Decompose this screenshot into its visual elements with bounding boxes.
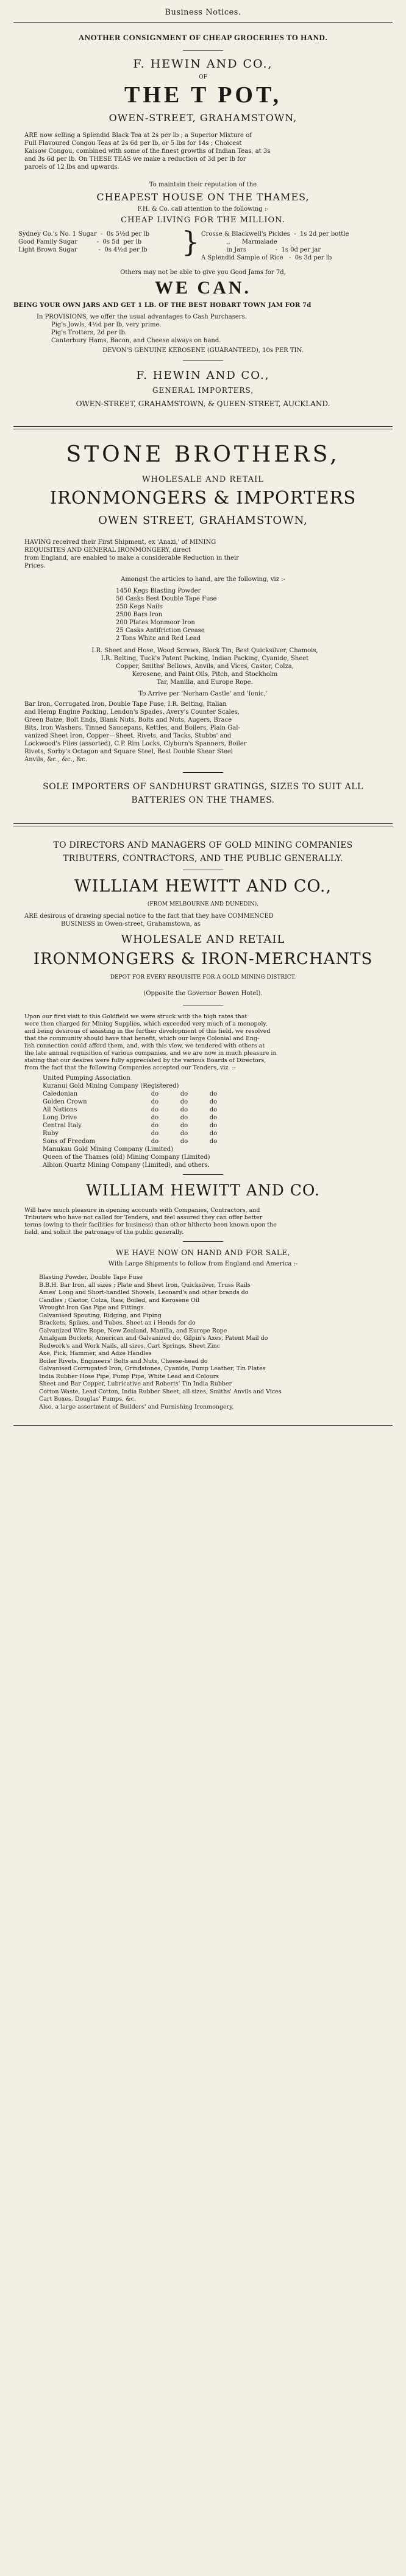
text-line: Bits, Iron Washers, Tinned Saucepans, Kettles, and Boilers, Plain Gal-	[24, 725, 240, 731]
text-line: Full Flavoured Congou Teas at 2s 6d per lb, or 5 lbs for 14s ; Choicest	[24, 140, 242, 147]
text-line: Will have much pleasure in opening accounts with Companies, Contractors, and	[24, 1207, 260, 1214]
text-line: Kaisow Congou, combined with some of the finest growths of Indian Teas, at 3s	[24, 148, 271, 155]
text-line: Anvils, &c., &c., &c.	[24, 756, 87, 763]
text-line: field, and solicit the patronage of the public generally.	[24, 1229, 184, 1236]
ditto-mark: do	[180, 1122, 188, 1129]
price-item: Good Family Sugar - 0s 5d per lb	[18, 239, 142, 245]
notice2-more	[24, 647, 385, 686]
ditto-mark: do	[151, 1138, 159, 1145]
text-line: stating that our desires were fully appreciated by the various Boards of Directors,	[24, 1057, 266, 1064]
company-name: Albion Quartz Mining Company (Limited), and others.	[43, 1162, 210, 1169]
company-name: Sons of Freedom	[43, 1138, 95, 1145]
notice3-body2	[24, 1207, 385, 1236]
price-item: Light Brown Sugar - 0s 4½d per lb	[18, 247, 148, 253]
list-item: India Rubber Hose Pipe, Pump Pipe, White Lead and Colours	[39, 1373, 219, 1380]
text-line: HAVING received their First Shipment, ex 'Anazi,' of MINING	[24, 539, 216, 546]
text-line: and being desirous of assisting in the further development of this field, we resolved	[24, 1028, 271, 1035]
notice1-bring-jars: BEING YOUR OWN JARS AND GET 1 LB. OF THE BEST HOBART TOWN JAM FOR 7d	[13, 302, 312, 309]
ditto-mark: do	[151, 1130, 159, 1137]
ditto-mark: do	[180, 1107, 188, 1113]
notice3-on-hand: WE HAVE NOW ON HAND AND FOR SALE,	[116, 1248, 290, 1257]
list-item: Also, a large assortment of Builders' and Furnishing Ironmongery.	[39, 1403, 234, 1410]
notice3-firm-footer: WILLIAM HEWITT AND CO.	[86, 1181, 320, 1199]
notice3-companies-table	[43, 1074, 297, 1169]
list-item: Galvanized Wire Rope, New Zealand, Manilla, and Europe Rope	[39, 1327, 227, 1334]
text-line: I.R. Belting, Tuck's Patent Packing, Indian Packing, Cyanide, Sheet	[101, 655, 309, 662]
company-row	[43, 1161, 297, 1169]
notice1-we-can: WE CAN.	[154, 278, 251, 298]
company-name: Caledonian	[43, 1091, 78, 1097]
notice2-title: STONE BROTHERS,	[66, 442, 340, 467]
notice1-kerosene: DEVON'S GENUINE KEROSENE (GUARANTEED), 10s PER TIN.	[102, 347, 304, 354]
company-row	[43, 1074, 297, 1082]
list-item: 25 Casks Antifriction Grease	[116, 627, 205, 634]
divider	[183, 50, 223, 51]
text-line: that the community should have that benefit, which our large Colonial and Eng-	[24, 1035, 260, 1042]
notice1-firm: F. HEWIN AND CO.,	[133, 57, 273, 71]
text-line: Tributers who have not called for Tenders, and feel assured they can offer better	[24, 1214, 263, 1221]
ditto-mark: do	[209, 1091, 218, 1097]
text-line: from England, are enabled to make a considerable Reduction in their	[24, 555, 239, 561]
notice2-arrive-list	[24, 700, 385, 764]
list-item: 200 Plates Monmoor Iron	[116, 619, 195, 626]
notice3-body	[24, 1013, 385, 1072]
company-name: Long Drive	[43, 1114, 77, 1121]
company-row	[43, 1082, 297, 1090]
notice3-banner1: TO DIRECTORS AND MANAGERS OF GOLD MINING COMPANIES	[53, 840, 353, 850]
ditto-mark: do	[180, 1099, 188, 1105]
brace-glyph: }	[182, 225, 200, 258]
list-item: Brackets, Spikes, and Tubes, Sheet an i Hends for do	[39, 1320, 196, 1326]
text-line: parcels of 12 lbs and upwards.	[24, 164, 119, 171]
company-row	[43, 1098, 297, 1106]
text-line: Lockwood's Files (assorted), C.P. Rim Locks, Clyburn's Spanners, Boiler	[24, 741, 247, 747]
notice1-call-attention: F.H. & Co. call attention to the following :-	[137, 206, 269, 213]
list-item: Candles ; Castor, Colza, Raw, Boiled, and Kerosene Oil	[39, 1297, 199, 1304]
text-line: the late annual requisition of various companies, and we are now in much pleasure in	[24, 1050, 277, 1057]
notice1-shop: THE T POT,	[124, 82, 282, 108]
ditto-mark: do	[209, 1114, 218, 1121]
ditto-mark: do	[180, 1138, 188, 1145]
list-item: Galvanised Corrugated Iron, Grindstones, Cyanide, Pump Leather, Tin Plates	[39, 1365, 266, 1372]
text-line: ARE now selling a Splendid Black Tea at 2s per lb ; a Superior Mixture of	[24, 132, 252, 139]
company-name: Kuranui Gold Mining Company (Registered)	[43, 1083, 179, 1089]
company-name: United Pumping Association	[43, 1075, 130, 1082]
text-line: Rivets, Sorby's Octagon and Square Steel, Best Double Shear Steel	[24, 748, 233, 755]
company-name: Ruby	[43, 1130, 59, 1137]
ditto-mark: do	[209, 1107, 218, 1113]
ditto-mark: do	[209, 1130, 218, 1137]
notice2-arrive: To Arrive per 'Norham Castle' and 'Ionic,'	[138, 691, 268, 697]
list-item: Cart Boxes, Douglas' Pumps, &c.	[39, 1396, 136, 1402]
text-line: Upon our first visit to this Goldfield we were struck with the high rates that	[24, 1013, 248, 1020]
company-row	[43, 1090, 297, 1098]
divider	[183, 1241, 223, 1242]
divider	[183, 1174, 223, 1175]
notice2-sole: SOLE IMPORTERS OF SANDHURST GRATINGS, SIZES TO SUIT ALL	[43, 782, 363, 792]
list-item: Blasting Powder, Double Tape Fuse	[39, 1274, 143, 1281]
price-item: in Jars - 1s 0d per jar	[201, 247, 321, 253]
ditto-mark: do	[151, 1107, 159, 1113]
notice3-with-large: With Large Shipments to follow from England and America :-	[108, 1261, 298, 1267]
company-name: Manukau Gold Mining Company (Limited)	[43, 1146, 174, 1153]
company-row	[43, 1145, 297, 1153]
text-line: Prices.	[24, 563, 46, 569]
notice1-price-list	[18, 225, 388, 264]
notice2-sole2: BATTERIES ON THE THAMES.	[131, 795, 275, 805]
notice2-items	[116, 587, 217, 642]
list-item: Cotton Waste, Lead Cotton, India Rubber Sheet, all sizes, Smiths' Anvils and Vices	[39, 1388, 282, 1395]
notice1-address-footer: OWEN-STREET, GRAHAMSTOWN, & QUEEN-STREET, AUCKLAND.	[76, 399, 330, 408]
company-row	[43, 1114, 297, 1122]
section-rule	[13, 426, 393, 427]
text-line: BUSINESS in Owen-street, Grahamstown, as	[61, 921, 201, 927]
list-item: 2500 Bars Iron	[116, 611, 163, 618]
notice1-headline: ANOTHER CONSIGNMENT OF CHEAP GROCERIES TO HAND.	[78, 33, 328, 42]
text-line: lish connection could afford them, and, with this view, we tendered with others at	[24, 1043, 265, 1049]
text-line: Tar, Manilla, and Europe Rope.	[157, 679, 253, 686]
text-line: from the fact that the following Companies accepted our Tenders, viz. :-	[24, 1065, 236, 1071]
text-line: and 3s 6d per lb. On THESE TEAS we make a reduction of 3d per lb for	[24, 156, 246, 163]
text-line: Copper, Smiths' Bellows, Anvils, and Vices, Castor, Colza,	[116, 663, 294, 670]
list-item: 2 Tons White and Red Lead	[116, 635, 201, 642]
text-line: Green Baize, Bolt Ends, Blank Nuts, Bolts and Nuts, Augers, Brace	[24, 717, 232, 723]
text-line: I.R. Sheet and Hose, Wood Screws, Block Tin, Best Quicksilver, Chamois,	[91, 647, 318, 654]
list-item: Wrought Iron Gas Pipe and Fittings	[39, 1304, 144, 1311]
ditto-mark: do	[209, 1122, 218, 1129]
text-line: terms (owing to their facilities for business) than other hitherto been known upon the	[24, 1222, 277, 1228]
notice1-cheap-living: CHEAP LIVING FOR THE MILLION.	[121, 216, 285, 225]
ditto-mark: do	[180, 1091, 188, 1097]
text-line: Pig's Trotters, 2d per lb.	[51, 329, 127, 336]
section-rule	[13, 1425, 393, 1426]
list-item: B.B.H. Bar Iron, all sizes ; Plate and Sheet Iron, Quicksilver, Truss Rails	[39, 1281, 251, 1289]
text-line: REQUISITES AND GENERAL IRONMONGERY, direct	[24, 547, 191, 554]
price-item: ,, Marmalade	[201, 239, 277, 245]
ditto-mark: do	[151, 1099, 159, 1105]
notice3-trade: IRONMONGERS & IRON-MERCHANTS	[33, 950, 373, 968]
company-row	[43, 1106, 297, 1114]
notice1-maintain: To maintain their reputation of the	[149, 181, 257, 188]
notice1-firm-footer: F. HEWIN AND CO.,	[136, 369, 270, 382]
notice1-provisions	[37, 313, 247, 345]
price-item: A Splendid Sample of Rice - 0s 3d per lb	[201, 255, 332, 261]
ditto-mark: do	[180, 1130, 188, 1137]
ditto-mark: do	[209, 1099, 218, 1105]
notice3-from: (FROM MELBOURNE AND DUNEDIN),	[147, 901, 259, 907]
notice3-stock	[39, 1274, 388, 1411]
notice1-others: Others may not be able to give you Good Jams for 7d,	[120, 269, 286, 276]
text-line: ARE desirous of drawing special notice to the fact that they have COMMENCED	[24, 913, 274, 920]
list-item: Galvanised Spouting, Ridging, and Piping	[39, 1312, 162, 1319]
list-item: Boiler Rivets, Engineers' Bolts and Nuts, Cheese-head do	[39, 1357, 208, 1365]
ditto-mark: do	[151, 1114, 159, 1121]
ditto-mark: do	[151, 1091, 159, 1097]
notice1-of: OF	[199, 74, 207, 80]
section-rule	[13, 823, 393, 824]
divider	[183, 772, 223, 773]
list-item: Axe, Pick, Hammer, and Adze Handles	[39, 1350, 152, 1357]
notice2-amongst: Amongst the articles to hand, are the following, viz :-	[121, 576, 285, 583]
notice1-cheapest-house: CHEAPEST HOUSE ON THE THAMES,	[96, 191, 310, 203]
list-item: 250 Kegs Nails	[116, 604, 163, 610]
company-row	[43, 1122, 297, 1130]
company-row	[43, 1153, 297, 1161]
text-line: and Hemp Engine Packing, Lendon's Spades, Avery's Counter Scales,	[24, 709, 240, 716]
company-row	[43, 1138, 297, 1145]
list-item: Ames' Long and Short-handled Shovels, Leonard's and other brands do	[39, 1289, 249, 1296]
price-list-left	[18, 225, 200, 258]
ditto-mark: do	[151, 1122, 159, 1129]
page-header: Business Notices.	[13, 4, 393, 23]
price-item: Crosse & Blackwell's Pickles - 1s 2d per bottle	[201, 231, 349, 238]
list-item: Sheet and Bar Copper, Lubricative and Roberts' Tin India Rubber	[39, 1381, 232, 1387]
text-line: Kerosene, and Paint Oils, Pitch, and Stockholm	[132, 671, 278, 678]
notice2-wholesale: WHOLESALE AND RETAIL	[142, 475, 264, 484]
notice3-intro	[24, 912, 385, 928]
notice1-tea-paragraph	[24, 132, 385, 171]
ditto-mark: do	[209, 1138, 218, 1145]
text-line: Canterbury Hams, Bacon, and Cheese always on hand.	[51, 337, 221, 344]
ditto-mark: do	[180, 1114, 188, 1121]
text-line: Pig's Jowls, 4½d per lb, very prime.	[51, 322, 162, 328]
notice2-address: OWEN STREET, GRAHAMSTOWN,	[98, 514, 308, 527]
notice3-wholesale: WHOLESALE AND RETAIL	[121, 933, 285, 946]
list-item: 50 Casks Best Double Tape Fuse	[116, 596, 217, 602]
notice3-banner2: TRIBUTERS, CONTRACTORS, AND THE PUBLIC GENERALLY.	[63, 854, 343, 864]
notice3-opposite: (Opposite the Governor Bowen Hotel).	[143, 990, 263, 997]
list-item: 1450 Kegs Blasting Powder	[116, 588, 201, 594]
company-name: Central Italy	[43, 1122, 82, 1129]
notice2-trade: IRONMONGERS & IMPORTERS	[49, 487, 357, 508]
price-list-right	[201, 230, 388, 262]
notice1-general: GENERAL IMPORTERS,	[152, 386, 254, 395]
text-line: In PROVISIONS, we offer the usual advantages to Cash Purchasers.	[37, 314, 247, 320]
company-name: Golden Crown	[43, 1099, 87, 1105]
text-line: were then charged for Mining Supplies, which exceeded very much of a monopoly,	[24, 1021, 268, 1027]
notice1-address: OWEN-STREET, GRAHAMSTOWN,	[109, 112, 297, 124]
company-name: All Nations	[43, 1107, 77, 1113]
notice3-depot: DEPOT FOR EVERY REQUISITE FOR A GOLD MINING DISTRICT.	[110, 974, 296, 980]
price-item: Sydney Co.'s No. 1 Sugar - 0s 5½d per lb	[18, 231, 150, 238]
company-name: Queen of the Thames (old) Mining Company (Limited)	[43, 1154, 210, 1161]
notice3-firm: WILLIAM HEWITT AND CO.,	[74, 877, 332, 896]
list-item: Redwork's and Work Nails, all sizes, Cart Springs, Sheet Zinc	[39, 1342, 221, 1350]
text-line: Bar Iron, Corrugated Iron, Double Tape Fuse, I.R. Belting, Italian	[24, 701, 227, 708]
list-item: Amalgam Buckets, American and Galvanized do, Gilpin's Axes, Patent Mail do	[39, 1335, 268, 1342]
text-line: vanized Sheet Iron, Copper—Sheet, Rivets, and Tacks, Stubbs' and	[24, 733, 232, 739]
notice2-intro	[24, 538, 385, 570]
company-row	[43, 1130, 297, 1138]
